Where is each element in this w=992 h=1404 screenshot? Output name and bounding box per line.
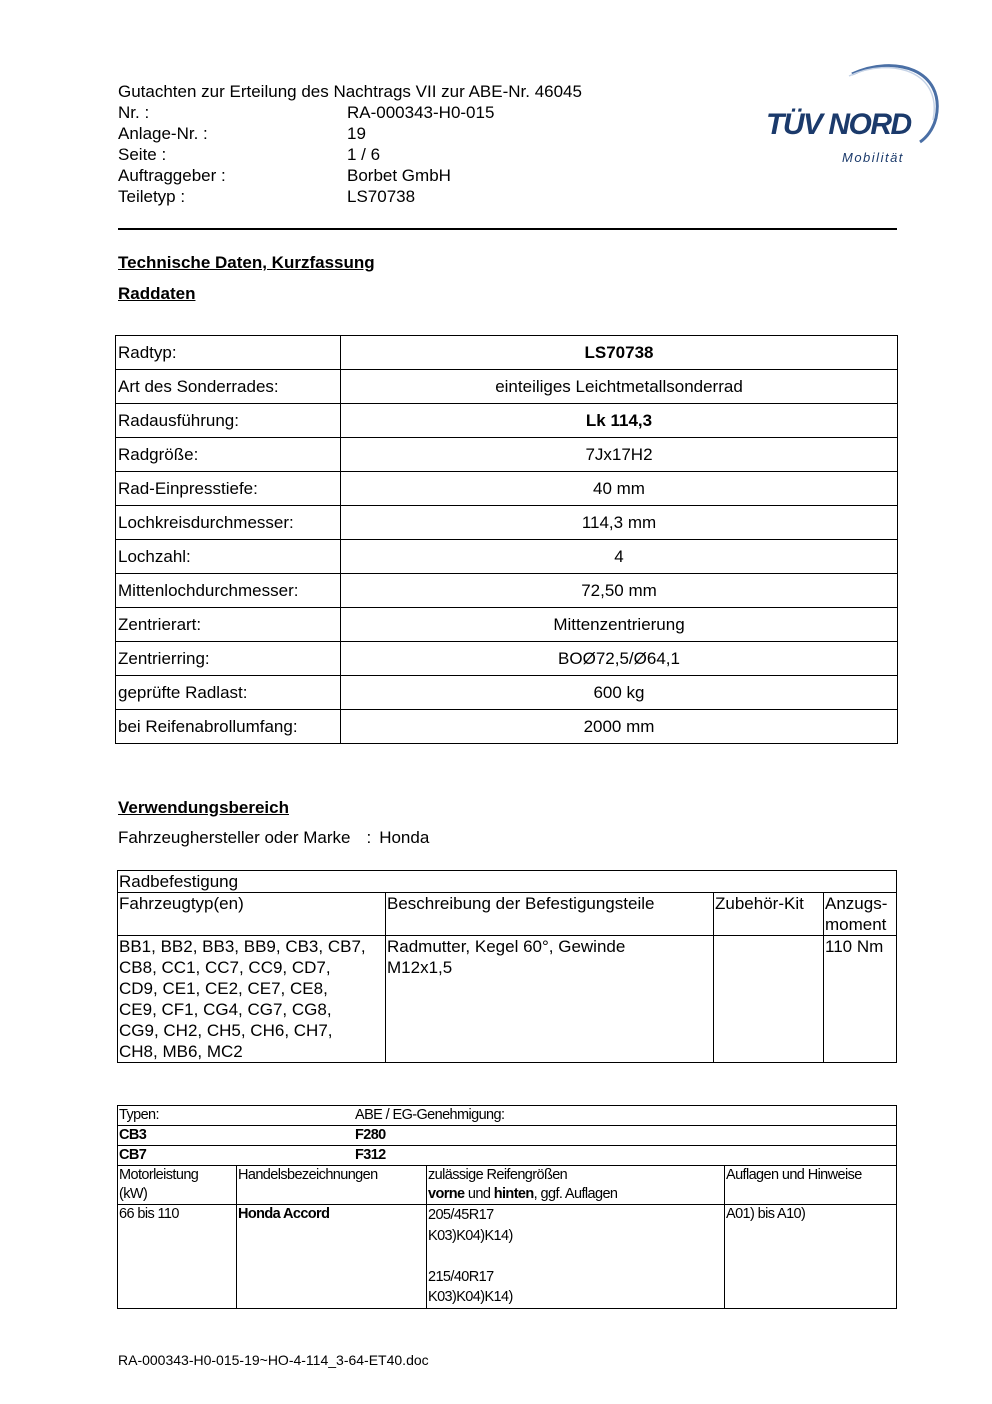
- table-row: [118, 871, 897, 893]
- approval-code: F280: [355, 1127, 386, 1143]
- table-row: [118, 893, 897, 936]
- raddaten-label: Radausführung:: [116, 404, 341, 438]
- section-title-technische-daten: Technische Daten, Kurzfassung: [118, 253, 375, 272]
- raddaten-label: Art des Sonderrades:: [116, 370, 341, 404]
- typen-table: [117, 1105, 897, 1309]
- header-row-seite: [118, 144, 380, 165]
- table-row: [118, 936, 897, 1063]
- raddaten-label: bei Reifenabrollumfang:: [116, 710, 341, 744]
- raddaten-value: 4: [341, 540, 898, 574]
- type-code: CB7: [119, 1147, 147, 1163]
- table-row: [118, 1126, 897, 1146]
- radbefestigung-table: [117, 870, 897, 1063]
- raddaten-value: 7Jx17H2: [341, 438, 898, 472]
- header-row-teiletyp: [118, 186, 415, 207]
- raddaten-row: [116, 642, 898, 676]
- befestigung-header-cell: Beschreibung der Befestigungsteile: [386, 893, 714, 936]
- raddaten-value: 114,3 mm: [341, 506, 898, 540]
- reifen-header-line1: zulässige Reifengrößen: [428, 1167, 568, 1183]
- raddaten-label: Lochzahl:: [116, 540, 341, 574]
- header-row-nr: [118, 102, 494, 123]
- raddaten-value: 600 kg: [341, 676, 898, 710]
- befestigung-header-cell: Anzugs- moment: [824, 893, 897, 936]
- table-row: [118, 1106, 897, 1126]
- type-code: CB3: [119, 1127, 147, 1143]
- table-row: [118, 1205, 897, 1309]
- reifen-vorne: vorne: [428, 1186, 465, 1202]
- header-label: Seite :: [118, 145, 167, 164]
- raddaten-value: BOØ72,5/Ø64,1: [341, 642, 898, 676]
- raddaten-label: Lochkreisdurchmesser:: [116, 506, 341, 540]
- header-value: Borbet GmbH: [347, 166, 451, 185]
- table-row: [118, 1166, 897, 1205]
- befestigung-header-cell: Zubehör-Kit: [714, 893, 824, 936]
- raddaten-row: [116, 608, 898, 642]
- raddaten-label: Zentrierring:: [116, 642, 341, 676]
- raddaten-value: 2000 mm: [341, 710, 898, 744]
- typen-header-label: Typen:: [119, 1107, 159, 1123]
- tuev-nord-logo: [760, 58, 945, 173]
- raddaten-value: 72,50 mm: [341, 574, 898, 608]
- header-divider: [118, 228, 897, 230]
- header-row-anlage: [118, 123, 366, 144]
- raddaten-value: einteiliges Leichtmetallsonderrad: [341, 370, 898, 404]
- fastening-description-cell: Radmutter, Kegel 60°, Gewinde M12x1,5: [386, 936, 714, 1063]
- reifen-rest: , ggf. Auflagen: [533, 1186, 618, 1202]
- raddaten-row: [116, 438, 898, 472]
- header-label: Auftraggeber :: [118, 166, 226, 185]
- handel-cell: Honda Accord: [237, 1205, 427, 1309]
- motor-header: Motorleistung (kW): [118, 1166, 237, 1205]
- approval-code: F312: [355, 1147, 386, 1163]
- raddaten-value: Lk 114,3: [341, 404, 898, 438]
- reifen-header: [427, 1166, 725, 1205]
- kit-cell: [714, 936, 824, 1063]
- raddaten-label: geprüfte Radlast:: [116, 676, 341, 710]
- raddaten-row: [116, 370, 898, 404]
- raddaten-row: [116, 506, 898, 540]
- logo-brand: TÜV NORD: [766, 108, 911, 141]
- manufacturer-value: Honda: [379, 828, 430, 847]
- raddaten-label: Zentrierart:: [116, 608, 341, 642]
- raddaten-label: Mittenlochdurchmesser:: [116, 574, 341, 608]
- raddaten-table: [115, 335, 898, 744]
- reifen-hinten: hinten: [493, 1186, 534, 1202]
- table-row: [118, 1146, 897, 1166]
- raddaten-row: [116, 540, 898, 574]
- befestigung-title: Radbefestigung: [118, 871, 897, 893]
- type-entry-row: [118, 1126, 897, 1146]
- auflagen-cell: A01) bis A10): [725, 1205, 897, 1309]
- footer-filename: RA-000343-H0-015-19~HO-4-114_3-64-ET40.doc: [118, 1352, 429, 1368]
- header-label: Teiletyp :: [118, 187, 186, 206]
- header-value: LS70738: [347, 187, 416, 206]
- vehicle-types-cell: BB1, BB2, BB3, BB9, CB3, CB7, CB8, CC1, CC7, CC9, CD7, CD9, CE1, CE2, CE7, CE8, CE9, CF1, CG4, CG7, CG8, CG9, CH2, CH5, CH6, CH7, CH8, MB6, MC2: [118, 936, 386, 1063]
- reifen-cell: 205/45R17 K03)K04)K14) 215/40R17 K03)K04)K14): [427, 1205, 725, 1309]
- raddaten-label: Radgröße:: [116, 438, 341, 472]
- raddaten-row: [116, 336, 898, 370]
- raddaten-row: [116, 676, 898, 710]
- raddaten-value: Mittenzentrierung: [341, 608, 898, 642]
- manufacturer-line: [118, 828, 429, 848]
- header-value: 19: [347, 124, 366, 143]
- handel-header: Handelsbezeichnungen: [237, 1166, 427, 1205]
- torque-cell: 110 Nm: [824, 936, 897, 1063]
- section-title-raddaten: Raddaten: [118, 284, 196, 303]
- reifen-header-line2: [428, 1185, 724, 1204]
- raddaten-row: [116, 710, 898, 744]
- raddaten-row: [116, 472, 898, 506]
- header-row-auftraggeber: [118, 165, 451, 186]
- raddaten-value: LS70738: [341, 336, 898, 370]
- typen-header-row: [118, 1106, 897, 1126]
- header-label: Anlage-Nr. :: [118, 124, 208, 143]
- raddaten-row: [116, 404, 898, 438]
- logo-tagline: Mobilität: [842, 150, 904, 165]
- manufacturer-label: Fahrzeughersteller oder Marke: [118, 828, 351, 847]
- type-entry-row: [118, 1146, 897, 1166]
- raddaten-label: Radtyp:: [116, 336, 341, 370]
- header-value: RA-000343-H0-015: [347, 103, 495, 122]
- raddaten-row: [116, 574, 898, 608]
- auflagen-header: Auflagen und Hinweise: [725, 1166, 897, 1205]
- befestigung-header-cell: Fahrzeugtyp(en): [118, 893, 386, 936]
- approval-header-label: ABE / EG-Genehmigung:: [355, 1107, 505, 1123]
- reifen-und: und: [464, 1186, 494, 1202]
- document-title: Gutachten zur Erteilung des Nachtrags VII zur ABE-Nr. 46045: [118, 82, 582, 101]
- raddaten-label: Rad-Einpresstiefe:: [116, 472, 341, 506]
- raddaten-value: 40 mm: [341, 472, 898, 506]
- manufacturer-separator: :: [366, 828, 372, 847]
- header-label: Nr. :: [118, 103, 150, 122]
- section-title-verwendungsbereich: Verwendungsbereich: [118, 798, 289, 817]
- header-value: 1 / 6: [347, 145, 381, 164]
- motor-cell: 66 bis 110: [118, 1205, 237, 1309]
